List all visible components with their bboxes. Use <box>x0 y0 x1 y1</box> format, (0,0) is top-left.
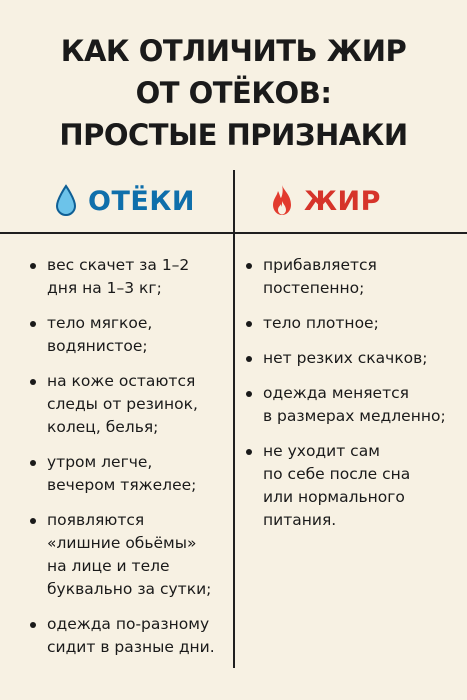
list-item-text: не уходит сам по себе после сна или нормального питания. <box>263 442 411 529</box>
page-title <box>0 30 467 156</box>
list-item <box>30 312 230 358</box>
list-item <box>30 451 230 497</box>
list-item-text: утром легче, вечером тяжелее; <box>47 453 197 494</box>
fat-heading-label: ЖИР <box>304 185 381 217</box>
flame-icon <box>270 184 294 218</box>
fat-heading <box>270 176 381 226</box>
list-item <box>246 382 464 428</box>
bullet-icon <box>246 391 252 397</box>
edema-heading-label: ОТЁКИ <box>88 185 195 217</box>
edema-signs-list <box>30 254 230 671</box>
list-item-text: вес скачет за 1–2 дня на 1–3 кг; <box>47 256 190 297</box>
header-divider <box>0 232 467 234</box>
list-item-text: одежда по-разному сидит в разные дни. <box>47 615 215 656</box>
list-item <box>30 370 230 439</box>
list-item-text: появляются «лишние обьёмы» на лице и теле буквально за сутки; <box>47 511 212 598</box>
list-item <box>246 440 464 532</box>
bullet-icon <box>30 460 36 466</box>
list-item <box>246 312 464 335</box>
column-divider <box>233 170 235 668</box>
fat-signs-list <box>246 254 464 544</box>
title-line-1: КАК ОТЛИЧИТЬ ЖИР <box>60 34 407 68</box>
list-item-text: одежда меняется в размерах медленно; <box>263 384 446 425</box>
bullet-icon <box>246 321 252 327</box>
list-item <box>30 254 230 300</box>
list-item <box>30 509 230 601</box>
bullet-icon <box>30 263 36 269</box>
bullet-icon <box>30 518 36 524</box>
list-item <box>246 347 464 370</box>
bullet-icon <box>30 321 36 327</box>
water-drop-icon <box>54 184 78 218</box>
bullet-icon <box>246 356 252 362</box>
list-item-text: тело мягкое, водянистое; <box>47 314 153 355</box>
title-line-3: ПРОСТЫЕ ПРИЗНАКИ <box>59 118 408 152</box>
title-line-2: ОТ ОТЁКОВ: <box>135 76 332 110</box>
bullet-icon <box>246 263 252 269</box>
bullet-icon <box>30 379 36 385</box>
list-item-text: прибавляется постепенно; <box>263 256 377 297</box>
list-item-text: тело плотное; <box>263 314 379 332</box>
bullet-icon <box>246 449 252 455</box>
edema-heading <box>54 176 195 226</box>
list-item <box>30 613 230 659</box>
list-item <box>246 254 464 300</box>
list-item-text: на коже остаются следы от резинок, колец, белья; <box>47 372 198 436</box>
bullet-icon <box>30 622 36 628</box>
list-item-text: нет резких скачков; <box>263 349 428 367</box>
